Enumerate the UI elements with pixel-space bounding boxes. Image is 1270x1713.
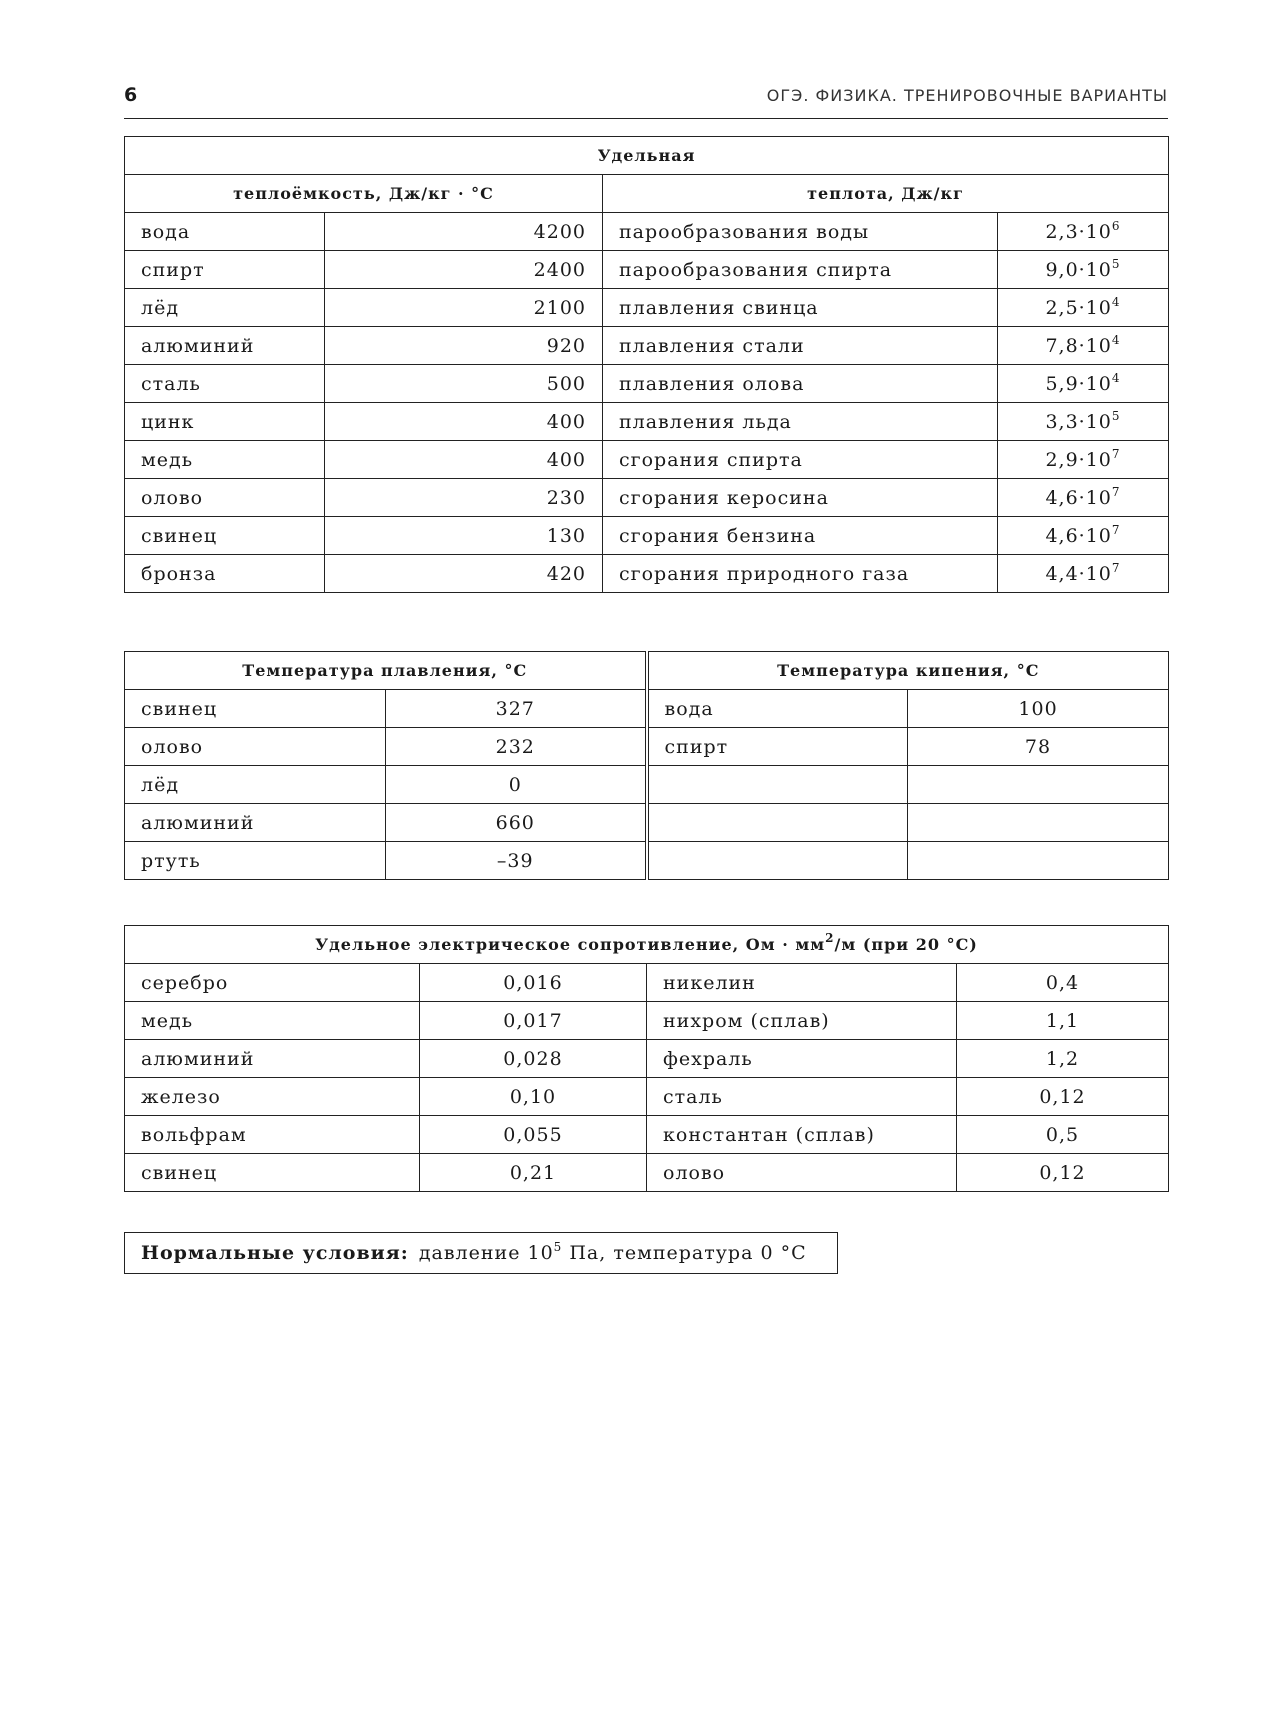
- table-row: [125, 1078, 1169, 1116]
- heat-capacity-value: 2100: [325, 289, 603, 327]
- heat-capacity-value: 2400: [325, 251, 603, 289]
- table-row: [125, 517, 1169, 555]
- process-name: парообразования воды: [603, 213, 998, 251]
- melting-value: 0: [386, 766, 647, 804]
- process-name: сгорания бензина: [603, 517, 998, 555]
- heat-capacity-value: 500: [325, 365, 603, 403]
- resistivity-value: 0,10: [420, 1078, 647, 1116]
- substance-name: лёд: [125, 289, 325, 327]
- value-base: ·10: [1078, 486, 1112, 509]
- heat-capacity-value: 230: [325, 479, 603, 517]
- normal-conditions-box: [124, 1232, 838, 1274]
- value-mantissa: 2,9: [1045, 448, 1079, 471]
- boiling-substance: спирт: [647, 728, 908, 766]
- material-name: медь: [125, 1002, 420, 1040]
- melting-value: 660: [386, 804, 647, 842]
- value-exponent: 4: [1111, 370, 1121, 385]
- material-name: алюминий: [125, 1040, 420, 1078]
- table-row: [125, 1116, 1169, 1154]
- material-name: вольфрам: [125, 1116, 420, 1154]
- process-name: плавления олова: [603, 365, 998, 403]
- value-base: ·10: [1078, 296, 1112, 319]
- process-name: плавления стали: [603, 327, 998, 365]
- heat-capacity-value: 130: [325, 517, 603, 555]
- value-exponent: 6: [1111, 218, 1121, 233]
- process-name: сгорания природного газа: [603, 555, 998, 593]
- value-mantissa: 5,9: [1045, 372, 1079, 395]
- normal-conditions-label: Нормальные условия:: [141, 1242, 409, 1264]
- melting-header: Температура плавления, °С: [125, 652, 647, 690]
- specific-heat-value: [998, 441, 1169, 479]
- resistivity-value: 0,12: [957, 1154, 1169, 1192]
- resistivity-header-start: Удельное электрическое сопротивление, Ом · мм: [315, 935, 826, 954]
- page-header: [124, 84, 1168, 119]
- boiling-header: Температура кипения, °С: [647, 652, 1169, 690]
- value-mantissa: 2,5: [1045, 296, 1079, 319]
- substance-name: цинк: [125, 403, 325, 441]
- substance-name: алюминий: [125, 327, 325, 365]
- heat-capacity-value: 920: [325, 327, 603, 365]
- value-exponent: 7: [1111, 522, 1121, 537]
- substance-name: свинец: [125, 517, 325, 555]
- table-row: [125, 964, 1169, 1002]
- boiling-substance: [647, 804, 908, 842]
- value-base: ·10: [1078, 562, 1112, 585]
- specific-heat-value: [998, 365, 1169, 403]
- resistivity-header-sup: 2: [825, 931, 835, 945]
- specific-heat-table: [124, 136, 1169, 593]
- resistivity-value: 0,21: [420, 1154, 647, 1192]
- value-exponent: 7: [1111, 560, 1121, 575]
- specific-heat-value: [998, 555, 1169, 593]
- melting-substance: олово: [125, 728, 386, 766]
- boiling-value: 78: [908, 728, 1169, 766]
- value-exponent: 7: [1111, 446, 1121, 461]
- value-base: ·10: [1078, 448, 1112, 471]
- boiling-substance: вода: [647, 690, 908, 728]
- resistivity-header-end: /м (при 20 °С): [834, 935, 978, 954]
- table-row: [125, 289, 1169, 327]
- resistivity-header: [125, 926, 1169, 964]
- specific-table-title: Удельная: [125, 137, 1169, 175]
- resistivity-value: 1,2: [957, 1040, 1169, 1078]
- heat-capacity-value: 400: [325, 441, 603, 479]
- table-row: [125, 766, 1169, 804]
- table-row: [125, 251, 1169, 289]
- material-name: железо: [125, 1078, 420, 1116]
- substance-name: спирт: [125, 251, 325, 289]
- substance-name: медь: [125, 441, 325, 479]
- heat-capacity-value: 400: [325, 403, 603, 441]
- resistivity-value: 0,12: [957, 1078, 1169, 1116]
- process-name: плавления свинца: [603, 289, 998, 327]
- table-row: [125, 213, 1169, 251]
- material-name: нихром (сплав): [647, 1002, 957, 1040]
- specific-heat-value: [998, 517, 1169, 555]
- resistivity-value: 0,016: [420, 964, 647, 1002]
- running-title: ОГЭ. ФИЗИКА. ТРЕНИРОВОЧНЫЕ ВАРИАНТЫ: [766, 86, 1168, 105]
- temperature-table: [124, 651, 1169, 880]
- resistivity-table: [124, 925, 1169, 1192]
- substance-name: бронза: [125, 555, 325, 593]
- table-row: [125, 479, 1169, 517]
- melting-substance: алюминий: [125, 804, 386, 842]
- resistivity-value: 0,4: [957, 964, 1169, 1002]
- value-base: ·10: [1078, 334, 1112, 357]
- specific-heat-header: теплота, Дж/кг: [603, 175, 1169, 213]
- table-row: [125, 555, 1169, 593]
- melting-value: 327: [386, 690, 647, 728]
- table-row: [125, 1002, 1169, 1040]
- value-base: ·10: [1078, 372, 1112, 395]
- material-name: олово: [647, 1154, 957, 1192]
- table-row: [125, 1154, 1169, 1192]
- table-row: [125, 804, 1169, 842]
- material-name: фехраль: [647, 1040, 957, 1078]
- melting-value: –39: [386, 842, 647, 880]
- page-number: 6: [124, 84, 138, 106]
- melting-value: 232: [386, 728, 647, 766]
- material-name: никелин: [647, 964, 957, 1002]
- specific-heat-value: [998, 403, 1169, 441]
- table-row: [125, 441, 1169, 479]
- table-row: [125, 1040, 1169, 1078]
- boiling-value: [908, 842, 1169, 880]
- heat-capacity-header: теплоёмкость, Дж/кг · °С: [125, 175, 603, 213]
- boiling-value: 100: [908, 690, 1169, 728]
- specific-heat-value: [998, 251, 1169, 289]
- value-exponent: 7: [1111, 484, 1121, 499]
- specific-heat-value: [998, 289, 1169, 327]
- value-exponent: 4: [1111, 294, 1121, 309]
- value-mantissa: 4,6: [1045, 486, 1079, 509]
- value-mantissa: 9,0: [1045, 258, 1079, 281]
- boiling-value: [908, 766, 1169, 804]
- value-mantissa: 7,8: [1045, 334, 1079, 357]
- melting-substance: ртуть: [125, 842, 386, 880]
- value-base: ·10: [1078, 410, 1112, 433]
- resistivity-value: 0,055: [420, 1116, 647, 1154]
- resistivity-value: 0,028: [420, 1040, 647, 1078]
- substance-name: олово: [125, 479, 325, 517]
- value-exponent: 5: [1111, 256, 1121, 271]
- value-mantissa: 4,6: [1045, 524, 1079, 547]
- table-row: [125, 728, 1169, 766]
- specific-heat-value: [998, 479, 1169, 517]
- heat-capacity-value: 4200: [325, 213, 603, 251]
- substance-name: вода: [125, 213, 325, 251]
- resistivity-value: 0,5: [957, 1116, 1169, 1154]
- normal-conditions-text: давление $10^5$ Па, температура 0 °С: [418, 1240, 807, 1264]
- value-exponent: 5: [1111, 408, 1121, 423]
- value-base: ·10: [1078, 220, 1112, 243]
- boiling-value: [908, 804, 1169, 842]
- resistivity-value: 1,1: [957, 1002, 1169, 1040]
- table-row: [125, 690, 1169, 728]
- melting-substance: свинец: [125, 690, 386, 728]
- material-name: константан (сплав): [647, 1116, 957, 1154]
- resistivity-value: 0,017: [420, 1002, 647, 1040]
- value-mantissa: 3,3: [1045, 410, 1079, 433]
- table-row: [125, 365, 1169, 403]
- value-mantissa: 4,4: [1045, 562, 1079, 585]
- boiling-substance: [647, 842, 908, 880]
- process-name: сгорания керосина: [603, 479, 998, 517]
- material-name: свинец: [125, 1154, 420, 1192]
- process-name: сгорания спирта: [603, 441, 998, 479]
- value-mantissa: 2,3: [1045, 220, 1079, 243]
- specific-heat-value: [998, 213, 1169, 251]
- process-name: плавления льда: [603, 403, 998, 441]
- value-base: ·10: [1078, 524, 1112, 547]
- table-row: [125, 842, 1169, 880]
- substance-name: сталь: [125, 365, 325, 403]
- material-name: серебро: [125, 964, 420, 1002]
- value-exponent: 4: [1111, 332, 1121, 347]
- heat-capacity-value: 420: [325, 555, 603, 593]
- material-name: сталь: [647, 1078, 957, 1116]
- table-row: [125, 327, 1169, 365]
- value-base: ·10: [1078, 258, 1112, 281]
- melting-substance: лёд: [125, 766, 386, 804]
- table-row: [125, 403, 1169, 441]
- specific-heat-value: [998, 327, 1169, 365]
- boiling-substance: [647, 766, 908, 804]
- process-name: парообразования спирта: [603, 251, 998, 289]
